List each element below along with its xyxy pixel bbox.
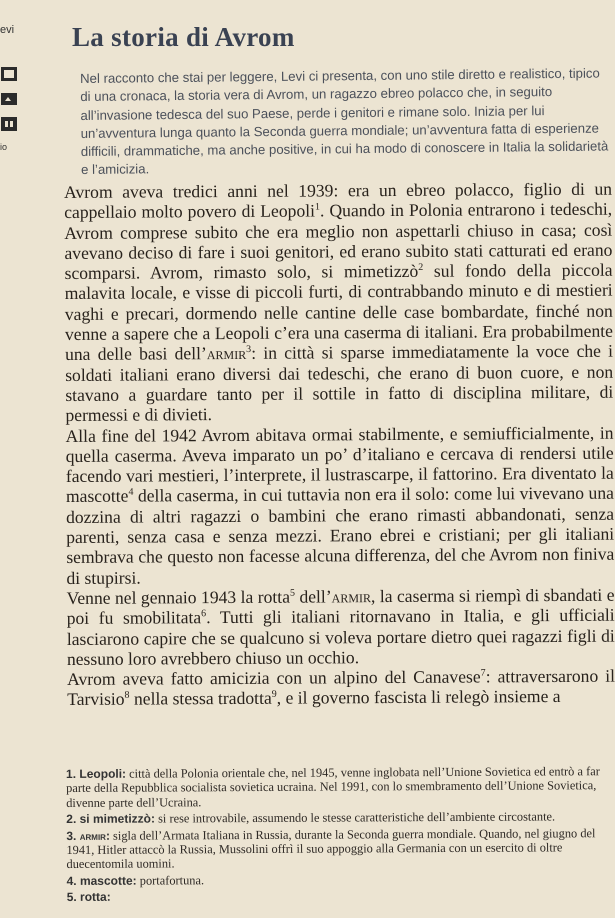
footnote-label: 2. si mimetizzò:	[66, 811, 155, 827]
activity-icon	[0, 116, 18, 132]
story-text-run: Avrom aveva tredici anni nel 1939: era un ebreo polacco, figlio di un cappellaio molto povero di Leopoli	[64, 178, 613, 223]
story-text-run: : attraversarono il Tarvisio	[67, 665, 615, 710]
footnote-label: 5. rotta:	[66, 890, 111, 905]
story-text-run: sul fondo della piccola malavita locale, e visse di piccoli furti, di contrabbando minuto e di mestieri vaghi e precari, dormendo nelle cantine delle case bombardate, finché non venne a sapere che a Leopoli c’era una caserma di italiani. Era probabilmente una delle basi dell’	[64, 259, 613, 365]
story-text-run: Venne nel gennaio 1943 la rotta	[66, 586, 291, 608]
story-text-run: Avrom aveva fatto amicizia con un alpino del Canavese	[66, 666, 481, 690]
page-title: La storia di Avrom	[72, 22, 295, 52]
margin-side-label: io	[0, 142, 8, 152]
intro-paragraph: Nel racconto che stai per leggere, Levi ci presenta, con uno stile diretto e realistico, tipico di una cronaca, la storia vera di Avrom, un ragazzo ebreo polacco che, in seguito all’invasione tedesca del suo Paese, perde i genitori e rimane solo. Inizia per lui un’avventura lunga quanto la Seconda guerra mondiale; un’avventura fatta di esperienze difficili, drammatiche, ma anche positive, in cui ha modo di conoscere in Italia la solidarietà e l’amicizia.	[80, 65, 609, 178]
footnote-ref: 3	[246, 344, 252, 356]
footnote-5	[67, 887, 615, 904]
margin-icons	[0, 66, 22, 141]
footnote-text: città della Polonia orientale che, nel 1945, venne inglobata nell’Unione Sovietica ed entrò a far parte della Repubblica socialista sovietica ucraina. Nel 1991, con lo smembramento dell’Unione Sovietica, divenne parte dell’Ucraina.	[66, 764, 600, 810]
footnote-label: 4. mascotte:	[66, 873, 137, 888]
story-text-run: Alla fine del 1942 Avrom abitava ormai stabilmente, e semiufficialmente, in quella caserma. Aveva imparato un po’ d’italiano e cercava di rendersi utile facendo vari mestieri, l’interprete, il lustrascarpe, il fattorino. Era diventato la mascotte	[65, 422, 614, 507]
story-text	[64, 179, 615, 710]
story-text-run: , e il governo fascista li relegò insieme a	[276, 686, 561, 709]
footnote-ref: 8	[124, 690, 130, 702]
story-paragraph-2	[65, 422, 614, 588]
acronym-armir: armir	[206, 343, 247, 364]
footnote-label: 1. Leopoli:	[66, 766, 127, 781]
footnote-ref: 6	[201, 608, 207, 620]
footnote-ref: 2	[418, 262, 424, 274]
footnote-label	[66, 828, 110, 842]
footnote-number: 3.	[66, 828, 77, 843]
audio-icon	[0, 91, 18, 107]
story-paragraph-4	[67, 666, 615, 710]
story-text-run: . Quando in Polonia entrarono i tedeschi, Avrom comprese subito che era meglio non aspettarli chiuso in casa; così avevano deciso di fare i suoi genitori, ed erano subito stati catturati ed erano scomparsi. Avrom, rimasto solo, si mimetizzò	[64, 198, 613, 284]
story-text-run: della caserma, in cui tuttavia non era il solo: come lui vivevano una dozzina di altri ragazzi o bambini che erano rimasti abbandonati, senza parenti, senza casa e senza mezzi. Erano ebrei e cristiani; per gli italiani sembrava che questo non facesse alcuna differenza, del che Avrom non finiva di stupirsi.	[65, 483, 615, 588]
footnote-term: armir:	[79, 828, 110, 843]
footnote-text: si rese introvabile, assumendo le stesse caratteristiche dell’ambiente circostante.	[154, 809, 556, 826]
story-text-run: nella stessa tradotta	[129, 688, 272, 710]
footnote-2	[66, 809, 614, 826]
story-text-run: . Tutti gli italiani ritornavano in Italia, e gli ufficiali lasciarono capire che se qualcuno si voleva portare dietro quei ragazzi figli di nessuno loro avrebbero chiuso un occhio.	[66, 604, 615, 669]
footnote-3	[66, 826, 614, 872]
margin-tab-label: evi	[0, 24, 15, 36]
footnote-4	[67, 871, 615, 888]
story-paragraph-3	[66, 585, 614, 670]
story-text-run: , la caserma si riempì di sbandati e poi fu smobilitata	[66, 584, 615, 629]
footnote-ref: 1	[314, 201, 321, 213]
story-paragraph-1	[64, 179, 613, 426]
acronym-armir: armir	[331, 586, 372, 607]
footnote-text: sigla dell’Armata Italiana in Russia, durante la Seconda guerra mondiale. Quando, nel giugno del 1941, Hitler attaccò la Russia, Mussolini offrì il suo appoggio alla Germania con un esercito di oltre duecentomila uomini.	[66, 825, 596, 872]
story-text-run: dell’	[294, 586, 332, 607]
footnotes	[66, 764, 615, 907]
footnote-1	[66, 764, 614, 810]
book-icon	[0, 66, 18, 82]
story-text-run: : in città si sparse immediatamente la voce che i soldati italiani erano diversi dai tedeschi, che erano di buon cuore, e non stavano a guardare tanto per il sottile in fatto di disciplina militare, di permessi e di divieti.	[65, 341, 614, 426]
footnote-text: portafortuna.	[136, 873, 205, 888]
footnote-ref: 7	[480, 667, 486, 679]
footnote-ref: 4	[128, 487, 134, 499]
footnote-ref: 5	[289, 587, 295, 599]
footnote-ref: 9	[271, 689, 277, 701]
